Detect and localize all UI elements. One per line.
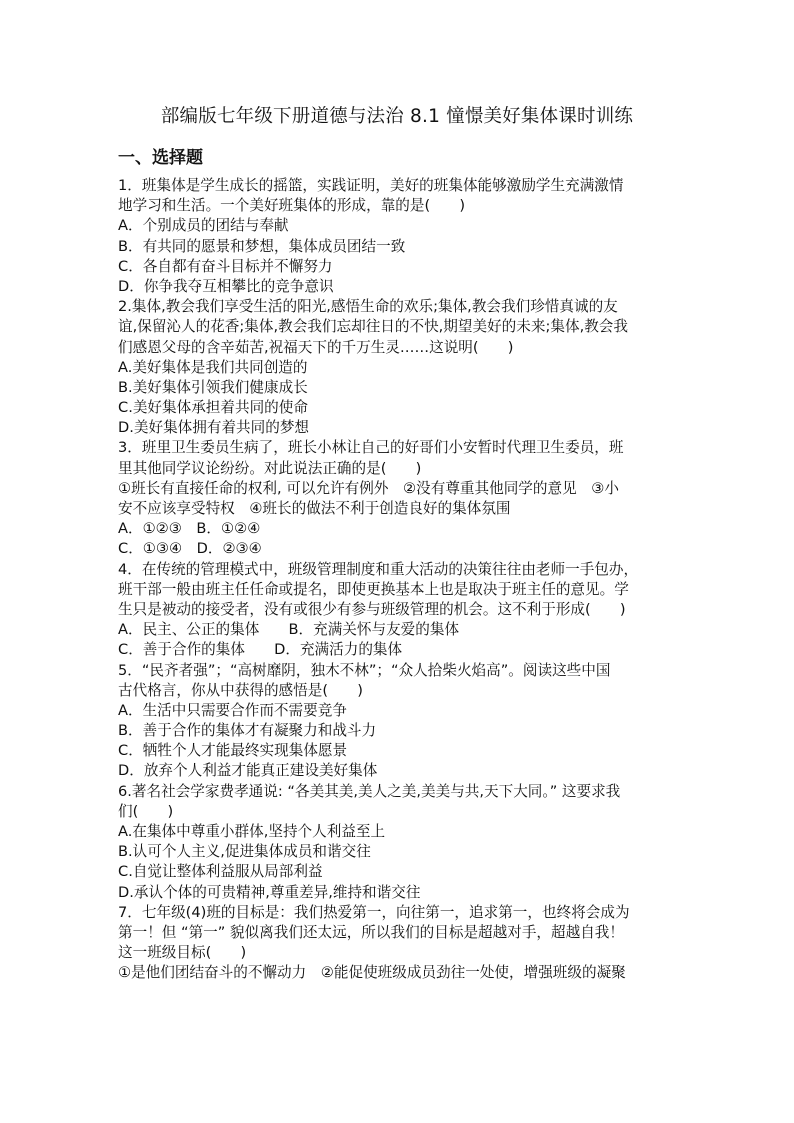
question-list (118, 176, 680, 984)
question-stem-line: 古代格言，你从中获得的感悟是( ) (118, 681, 363, 699)
question-stem-line: 们( ) (118, 802, 174, 820)
question-stem-line: 2.集体,教会我们享受生活的阳光,感悟生命的欢乐;集体,教会我们珍惜真诚的友 (118, 298, 618, 316)
question-7 (118, 903, 680, 984)
option-d: D．你争我夺互相攀比的竞争意识 (118, 277, 334, 295)
question-2 (118, 297, 680, 438)
option-d: D．放弃个人利益才能真正建设美好集体 (118, 762, 378, 780)
question-stem-line: 3．班里卫生委员生病了，班长小林让自己的好哥们小安暂时代理卫生委员，班 (118, 439, 624, 457)
option-c: C．牺牲个人才能最终实现集体愿景 (118, 742, 348, 760)
option-b: B．有共同的愿景和梦想，集体成员团结一致 (118, 237, 406, 255)
question-stem-line: 生只是被动的接受者，没有或很少有参与班级管理的机会。这不利于形成( ) (118, 600, 626, 618)
option-b: B.美好集体引领我们健康成长 (118, 378, 308, 396)
option-a: A．个别成员的团结与奉献 (118, 217, 289, 235)
option-c: C.自觉让整体利益服从局部利益 (118, 863, 323, 881)
question-stem-line: 第一！但 “第一” 貌似离我们还太远，所以我们的目标是超越对手，超越自我！ (118, 923, 624, 941)
question-stem-line: ①班长有直接任命的权利, 可以允许有例外 ②没有尊重其他同学的意见 ③小 (118, 479, 619, 497)
question-3 (118, 438, 680, 559)
question-stem-line: 这一班级目标( ) (118, 944, 247, 962)
question-stem-line: 们感恩父母的含辛茹苦,祝福天下的千万生灵……这说明( ) (118, 338, 514, 356)
option-c: C.美好集体承担着共同的使命 (118, 399, 308, 417)
option-b: B.认可个人主义,促进集体成员和谐交往 (118, 843, 371, 861)
question-stem-line: 地学习和生活。一个美好班集体的形成，靠的是( ) (118, 197, 466, 215)
question-5 (118, 661, 680, 782)
question-stem-line: 班干部一般由班主任任命或提名，即使更换基本上也是取决于班主任的意见。学 (118, 580, 629, 598)
page-title: 部编版七年级下册道德与法治 8.1 憧憬美好集体课时训练 (160, 106, 634, 127)
option-b: B．善于合作的集体才有凝聚力和战斗力 (118, 722, 377, 740)
option-d: D.承认个体的可贵精神,尊重差异,维持和谐交往 (118, 883, 421, 901)
section-heading: 一、选择题 (118, 148, 203, 168)
question-stem-line: 1．班集体是学生成长的摇篮，实践证明，美好的班集体能够激励学生充满激情 (118, 177, 624, 194)
question-stem-line: 6.著名社会学家费孝通说: “各美其美,美人之美,美美与共,天下大同。” 这要求我 (118, 782, 621, 800)
question-stem-line: 4．在传统的管理模式中，班级管理制度和重大活动的决策往往由老师一手包办， (118, 560, 639, 578)
question-stem-line: 谊,保留沁人的花香;集体,教会我们忘却往日的不快,期望美好的未来;集体,教会我 (118, 318, 628, 336)
question-stem-line: 7．七年级(4)班的目标是：我们热爱第一，向往第一，追求第一，也终将会成为 (118, 903, 630, 921)
question-stem-line: ①是他们团结奋斗的不懈动力 ②能促使班级成员劲往一处使，增强班级的凝聚 (118, 964, 626, 982)
option-row: C．①③④ D．②③④ (118, 540, 262, 558)
option-a: A．生活中只需要合作而不需要竞争 (118, 701, 347, 719)
question-stem-line: 安不应该享受特权 ④班长的做法不利于创造良好的集体氛围 (118, 500, 511, 517)
question-6 (118, 782, 680, 903)
option-c: C．各自都有奋斗目标并不懈努力 (118, 257, 333, 275)
option-row: C．善于合作的集体 D．充满活力的集体 (118, 641, 403, 659)
question-stem-line: 5．“民齐者强”；“高树靡阴，独木不林”；“众人拾柴火焰高”。阅读这些中国 (118, 661, 611, 679)
question-4 (118, 560, 680, 661)
option-row: A．民主、公正的集体 B．充满关怀与友爱的集体 (118, 621, 460, 639)
question-stem-line: 里其他同学议论纷纷。对此说法正确的是( ) (118, 459, 422, 477)
option-a: A.在集体中尊重小群体,坚持个人利益至上 (118, 823, 386, 840)
question-1 (118, 176, 680, 297)
option-d: D.美好集体拥有着共同的梦想 (118, 419, 310, 437)
option-row: A．①②③ B．①②④ (118, 520, 261, 538)
option-a: A.美好集体是我们共同创造的 (118, 358, 308, 376)
